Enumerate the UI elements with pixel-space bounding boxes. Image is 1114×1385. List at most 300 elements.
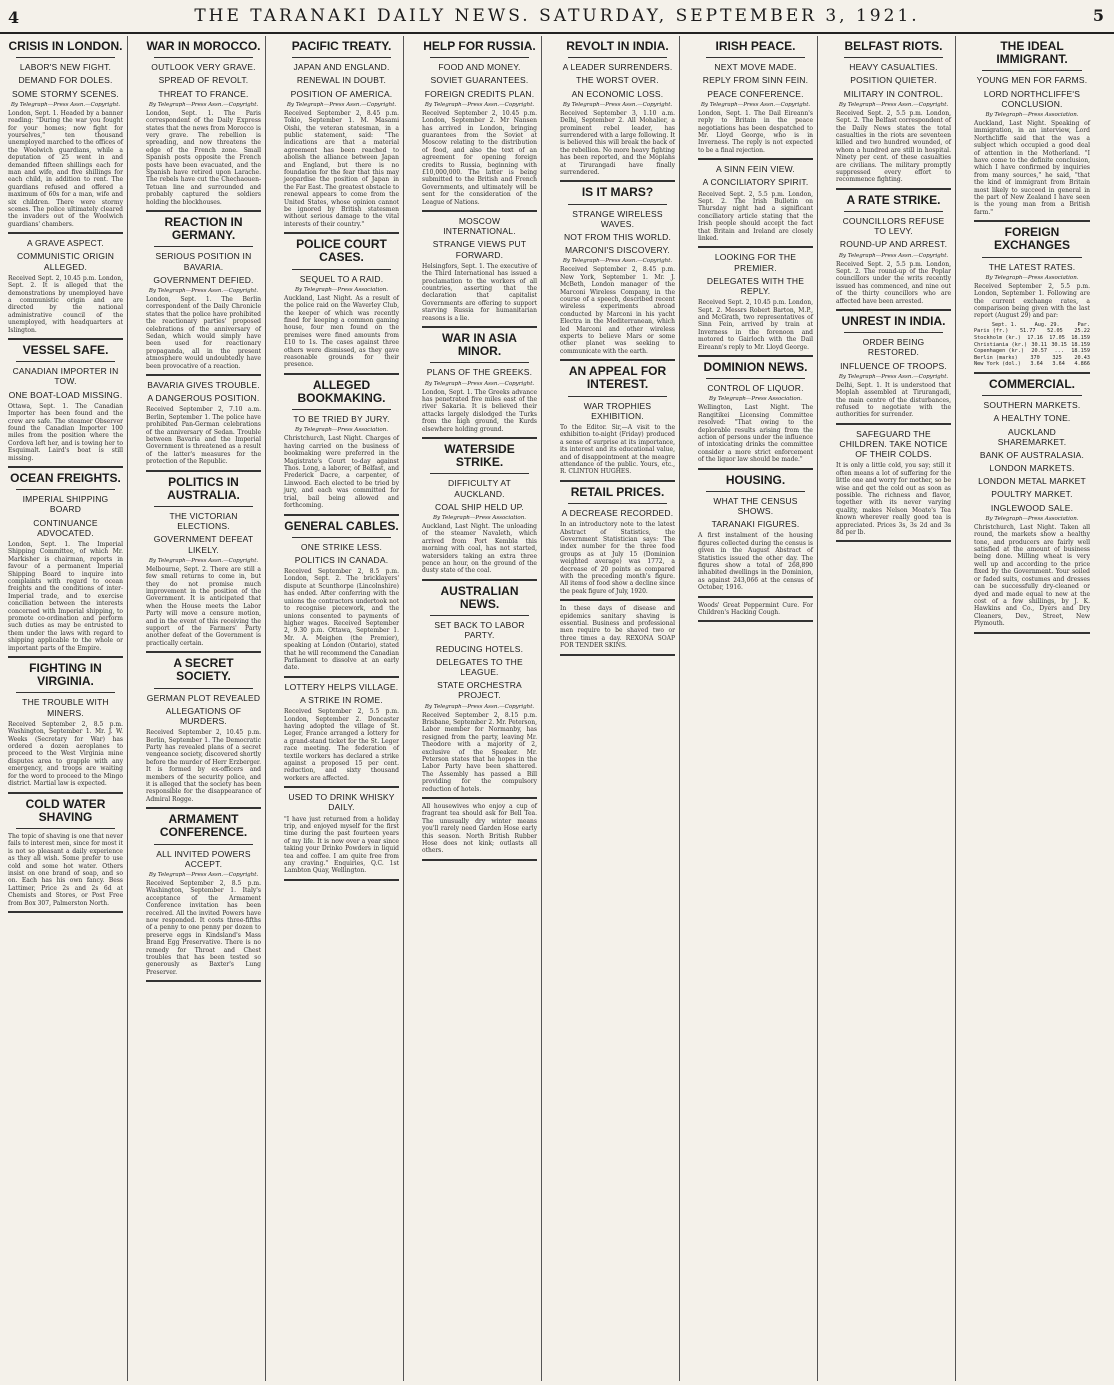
article: [560, 40, 675, 182]
exchange-cell: 17.05: [1049, 335, 1065, 341]
subheading: POSITION OF AMERICA.: [290, 88, 393, 99]
byline: By Telegraph—Press Assn.—Copyright.: [424, 380, 535, 387]
divider: [568, 503, 667, 504]
article-separator: [698, 246, 813, 248]
subheading: SPREAD OF REVOLT.: [158, 75, 249, 86]
subheading: A LEADER SURRENDERS.: [562, 62, 673, 73]
subheading: INGLEWOOD SALE.: [990, 502, 1074, 513]
article-body: Received Sept. 2, 5.5 p.m. London, Sept. 2. The Irish Bulletin on Thursday night had a significant conciliatory article stating that the Irish people should accept the fact that Britain and Ireland are closely linked.: [698, 190, 813, 242]
article-body: Auckland, Last Night. As a result of the police raid on the Waverley Club, the keeper of which was recently fined for keeping a common gaming house, four men found on the premises were fined amounts from £10 to 1s. The cases against three others were dismissed, as they gave reasonable grounds for their presence.: [284, 294, 399, 369]
exchange-cell: 18.159: [1071, 335, 1090, 341]
exchange-cell: 4.866: [1074, 361, 1090, 368]
article-body: Christchurch, Last Night. Taken all round, the markets show a healthy tone, and producers are fairly well satisfied at the amount of business being done. Milling wheat is very well up and according to the price fixed by the Government. Your soiled or faded suits, costumes and dresses can be successfully dry-cleaned or dyed and made equal to new at the cost of a few shillings, by J. K. Hawkins and Co., Dyers and Dry Cleaners, Dev., Street, New Plymouth.: [974, 523, 1090, 628]
subheading: THE LATEST RATES.: [988, 261, 1076, 272]
divider: [706, 378, 805, 379]
divider: [982, 70, 1082, 71]
subheading: COMMUNISTIC ORIGIN ALLEGED.: [16, 251, 115, 272]
article-body: Wellington, Last Night. The Rangitikei Licensing Committee resolved: "That owing to the deplorable results arising from the action of persons under the influence of intoxicating drinks the committee consider a more strict enforcement of the liquor law should be made.": [698, 404, 813, 464]
byline: By Telegraph—Press Association.: [985, 111, 1079, 118]
article: [146, 657, 261, 809]
subheading: TO BE TRIED BY JURY.: [293, 414, 390, 425]
article: [422, 803, 537, 861]
article: [8, 472, 123, 658]
article-separator: [284, 232, 399, 234]
article: [698, 474, 813, 598]
exchange-cell: 30.15: [1051, 341, 1067, 348]
article-separator: [8, 656, 123, 658]
headline: OCEAN FREIGHTS.: [10, 471, 121, 486]
subheading: USED TO DRINK WHISKY DAILY.: [288, 792, 395, 813]
article-separator: [284, 786, 399, 788]
article-body: Received Sept. 2, 5.5 p.m. London, Sept. 2. The Belfast correspondent of the Daily News states the total casualties in the riots are seventeen killed and two hundred wounded, of whom a hundred are still in hospital. Ninety per cent. of these casualties are civilians. The military promptly suppressed every effort to recommence fighting.: [836, 109, 951, 184]
headline: PACIFIC TREATY.: [291, 39, 392, 53]
article: [698, 602, 813, 623]
article-body: Received Sept. 2, 5.5 p.m. London, Sept. 2. The round-up of the Poplar councillors under the writs recently issued has commenced, and nine out of the thirty councillors who are affected have been arrested.: [836, 260, 951, 305]
headline: DOMINION NEWS.: [703, 360, 808, 374]
exchange-cell: 20.43: [1074, 354, 1090, 361]
subheading: THE TROUBLE WITH MINERS.: [22, 697, 109, 718]
subheading: A GRAVE ASPECT.: [26, 238, 104, 249]
headline: IRISH PEACE.: [715, 39, 796, 53]
exchange-cell: 18.159: [1071, 341, 1090, 348]
subheading: POLITICS IN CANADA.: [294, 554, 389, 565]
subheading: REDUCING HOTELS.: [435, 643, 524, 654]
article: [8, 238, 123, 340]
byline: By Telegraph—Press Association.: [709, 396, 802, 403]
subheading: WAR TROPHIES EXHIBITION.: [583, 400, 652, 421]
article: [836, 315, 951, 425]
article: [284, 238, 399, 375]
article-separator: [146, 210, 261, 212]
article-separator: [8, 792, 123, 794]
article-body: Received September 2, 5.5 p.m. London, September 2. Doncaster having adopted the village of St. Leger, France arranged a lottery for a grand-stand ticket for the St. Leger race meeting. The federation of textile workers has declared a strike against a proposed 15 per cent. reduction, and sixty thousand workers are affected.: [284, 708, 399, 782]
subheading: RENEWAL IN DOUBT.: [296, 75, 387, 86]
subheading: A SINN FEIN VIEW.: [716, 164, 795, 175]
divider: [16, 361, 115, 362]
exchange-table: [974, 322, 1090, 368]
column-2: [142, 36, 266, 1381]
article-separator: [836, 540, 951, 542]
article-separator: [422, 210, 537, 212]
subheading: MILITARY IN CONTROL.: [843, 88, 944, 99]
article-body: Received Sept. 2, 10.45 p.m. London, Sept. 2. Messrs Robert Barton, M.P., and McGrath, two representatives of Sinn Fein, arrived by train at Inverness in the forenoon and motored to Gairloch with the Dail Eireann's reply to Mr. Lloyd George.: [698, 299, 813, 351]
article-separator: [974, 632, 1090, 634]
divider: [568, 57, 667, 58]
headline: BELFAST RIOTS.: [844, 39, 943, 53]
divider: [706, 491, 805, 492]
exchange-cell: Copenhagen (kr.): [974, 348, 1024, 355]
page-number-right: 5: [1092, 6, 1104, 25]
exchange-cell: ...: [1054, 348, 1064, 355]
byline: By Telegraph—Press Assn.—Copyright.: [562, 258, 673, 265]
exchange-row: [974, 361, 1090, 368]
article-separator: [974, 372, 1090, 374]
divider: [568, 396, 667, 397]
subheading: NOT FROM THIS WORLD.: [563, 231, 672, 242]
article-body: London, Sept. 1. Headed by a banner reading: "During the war you fought for your homes; now fight for yourselves," ten thousand unemployed marched to the offices of the Woolwich guardians, while a deputation of 25 went in and demanded fifteen shillings each for man and wife, and five shillings for each child, in addition to rent. The guardians refused and offered a maximum of 60s for a man, wife and six children. There were stormy scenes. The police ultimately cleared the invaders out of the Woolwich guardians' chambers.: [8, 109, 123, 228]
article: [8, 344, 123, 468]
column-1: [4, 36, 128, 1381]
article-separator: [560, 180, 675, 182]
byline: By Telegraph—Press Assn.—Copyright.: [562, 101, 673, 108]
article-separator: [422, 437, 537, 439]
divider: [844, 332, 943, 333]
exchange-cell: 25.22: [1074, 328, 1090, 335]
article: [284, 682, 399, 788]
subheading: MARCONI'S DISCOVERY.: [565, 245, 670, 256]
exchange-cell: 18.159: [1071, 348, 1090, 355]
article-body: "I have just returned from a holiday trip, and enjoyed myself for the first time during the past fourteen years of my life. It is now over a year since taking your Drinko Powders in liquid tea and coffee. I am quite free from any craving." Enquiries, Q.C. 1st Lambton Quay, Wellington.: [284, 815, 399, 875]
divider: [982, 257, 1082, 258]
subheading: ALLEGATIONS OF MURDERS.: [165, 705, 242, 726]
divider: [292, 537, 391, 538]
article-body: It is only a little cold, you say; still it often means a lot of suffering for the little one and worry for mother, so be wise and get the cold out as soon as possible. The richness and flavor, together with its never varying quality, makes Nelson Moate's Tea known wherever really good tea is appreciated. Prices 3s, 3s 2d and 3s 8d per lb.: [836, 462, 951, 536]
subheading: REPLY FROM SINN FEIN.: [702, 75, 809, 86]
exchange-cell: 3.64: [1030, 361, 1043, 368]
byline: By Telegraph—Press Assn.—Copyright.: [838, 373, 949, 380]
article: [8, 798, 123, 913]
byline: By Telegraph—Press Assn.—Copyright.: [838, 101, 949, 108]
divider: [16, 57, 115, 58]
article-body: Received September 2, 10.45 p.m. Berlin, September 1. The Democratic Party has revealed plans of a secret vengeance society, discovered shortly before the murder of Herr Erzberger. It is formed by ex-officers and members of the security police, and it is alleged that the society has been responsible for the disappearance of Admiral Rogge.: [146, 729, 261, 803]
headline: IS IT MARS?: [581, 185, 654, 200]
article-body: Received September 2, 8.45 p.m. Tokio, September 1. M. Masami Oishi, the veteran statesman, in a public statement, said: "The indications are that a material agreement has been reached to abolish the alliance between Japan and England, but there is no foundation for the fear that this may jeopardise the position of Japan in the Far East. The greatest obstacle to renewal appears to come from the United States, whose opinion cannot be ignored by British statesmen without serious damage to the vital interests of their country.": [284, 109, 399, 228]
headline: WAR IN ASIA MINOR.: [442, 331, 517, 359]
headline: COMMERCIAL.: [989, 376, 1075, 391]
subheading: GOVERNMENT DEFIED.: [153, 274, 254, 285]
subheading: POSITION QUIETER.: [850, 75, 937, 86]
article-body: Received September 3, 1.10 a.m. Delhi, September 2. All Mohalier, a prominent rebel leader, has surrendered with a large following. It is believed this will break the back of the rebellion. No more heavy fighting has been reported, and the Moplahs at Tirurangadi have finally surrendered.: [560, 109, 675, 176]
exchange-cell: 30.11: [1031, 341, 1048, 348]
divider: [706, 57, 805, 58]
article-body: To the Editor. Sir,—A visit to the exhibition to-night (Friday) produced a sense of surprise at its importance, its interest and its educational value, and of disappointment at the meagre attendance of the public. Yours, etc., R. CLINTON HUGHES.: [560, 423, 675, 476]
article-separator: [284, 676, 399, 678]
subheading: ONE BOAT-LOAD MISSING.: [8, 389, 123, 400]
column-8: [970, 36, 1094, 1381]
exchange-row: [974, 342, 1090, 349]
subheading: AN ECONOMIC LOSS.: [571, 88, 664, 99]
article-body: Received September 2, 8.15 p.m. Brisbane, September 2. Mr. Peterson, Labor member for Normanby, has resigned from the party, leaving Mr. Theodore with a majority of 2, exclusive of the Speaker. Mr. Peterson states that he hopes in the Labor Party have been shattered. The Assembly has passed a Bill providing for the compulsory reduction of hotels.: [422, 711, 537, 793]
article: [974, 40, 1090, 222]
article-separator: [698, 620, 813, 622]
headline: REVOLT IN INDIA.: [566, 39, 669, 53]
exchange-row: [974, 335, 1090, 342]
article-separator: [8, 232, 123, 234]
article-separator: [8, 911, 123, 913]
divider: [568, 204, 667, 205]
byline: By Telegraph—Press Assn.—Copyright.: [148, 287, 259, 294]
subheading: IMPERIAL SHIPPING BOARD: [22, 494, 109, 515]
subheading: INFLUENCE OF TROOPS.: [840, 360, 947, 371]
divider: [154, 246, 253, 247]
article: [560, 365, 675, 482]
byline: By Telegraph—Press Association.: [985, 515, 1079, 522]
column-4: [418, 36, 542, 1381]
subheading: PEACE CONFERENCE.: [707, 88, 804, 99]
byline: By Telegraph—Press Assn.—Copyright.: [286, 101, 397, 108]
subheading: OUTLOOK VERY GRAVE.: [151, 62, 256, 73]
article: [146, 476, 261, 654]
subheading: LONDON MARKETS.: [989, 463, 1075, 474]
divider: [844, 211, 943, 212]
article-separator: [422, 326, 537, 328]
headline: GENERAL CABLES.: [284, 518, 399, 533]
headline: RETAIL PRICES.: [570, 484, 665, 499]
headline: AUSTRALIAN NEWS.: [440, 583, 519, 611]
divider: [154, 688, 253, 689]
article-separator: [146, 807, 261, 809]
headline: UNREST IN INDIA.: [841, 314, 946, 328]
article-body: The topic of shaving is one that never fails to interest men, since for most it is not so pleasant a daily experience as they all wish. Some prefer to use cold and some hot water. Others insist on one brand of soap, and so on. Each has his own fancy. Bess Lattimer, Price 2s and 2s 6d at Chemists and Stores, or Post Free from Box 307, Palmerston North.: [8, 832, 123, 907]
exchange-cell: 325: [1052, 354, 1062, 361]
article: [284, 379, 399, 516]
byline: By Telegraph—Press Association.: [433, 514, 526, 521]
article-separator: [560, 599, 675, 601]
article-separator: [698, 468, 813, 470]
headline: HOUSING.: [725, 472, 786, 487]
article-separator: [284, 514, 399, 516]
headline: ARMAMENT CONFERENCE.: [159, 812, 248, 840]
headline: THE IDEAL IMMIGRANT.: [996, 39, 1068, 67]
article-separator: [974, 220, 1090, 222]
column-3: [280, 36, 404, 1381]
article-body: Ottawa, Sept. 1. The Canadian Importer has been found and the crew are safe. The steamer Observer found the Canadian Importer 100 miles from the position where the Cordova left her, and is towing her to Esquimalt. Laird's boat is still missing.: [8, 402, 123, 462]
subheading: NEXT MOVE MADE.: [714, 62, 797, 73]
subheading: A DECREASE RECORDED.: [561, 508, 674, 518]
subheading: BAVARIA GIVES TROUBLE.: [147, 380, 260, 391]
article: [560, 186, 675, 361]
subheading: SOVIET GUARANTEES.: [430, 75, 529, 86]
article: [698, 40, 813, 160]
article-separator: [422, 579, 537, 581]
exchange-cell: Sept. 1.: [991, 321, 1017, 328]
exchange-row: [974, 328, 1090, 335]
article: [422, 216, 537, 328]
article-body: Auckland, Last Night. Speaking of immigration, in an interview, Lord Northcliffe said that the was a subject which occupied a good deal of attention in the Motherland. "I have come to the definite conclusion, which I have confirmed by inquiries from many sources," he said, "that the kind of immigrant from Britain most likely to succeed in general in the part of New Zealand I have seen is the young man from a British farm.": [974, 119, 1090, 216]
article-body: Received September 2, 8.45 p.m. New York, September 1. Mr. J. McBeth, London manager of the Marconi Wireless Company, in the course of a speech, described recent wireless experiments abroad conducted by Marconi in his yacht Electra in the Mediterranean, which led Marconi and other wireless experts to believe Mars or some other planet was seeking to communicate with the earth.: [560, 266, 675, 355]
article: [560, 486, 675, 601]
subheading: SERIOUS POSITION IN BAVARIA.: [155, 251, 252, 272]
page-number-left: 4: [8, 8, 20, 27]
article-body: London, Sept. 1. The Imperial Shipping Committee, of which Mr. Markisher is chairman, reports in favour of a permanent Imperial Shipping Board to inquire into complaints with regard to ocean freights and the conditions of inter-Imperial trade, and to exercise conciliation between the interests concerned with Imperial shipping, to promote co-ordination and perform such duties as may be entrusted to them under the laws with regard to shipping applicable to the whole or important parts of the Empire.: [8, 541, 123, 652]
exchange-row: [974, 322, 1090, 329]
headline: VESSEL SAFE.: [22, 343, 109, 358]
headline: FOREIGN EXCHANGES: [993, 225, 1070, 253]
exchange-cell: Par.: [1077, 321, 1090, 328]
article: [422, 40, 537, 212]
article-separator: [284, 879, 399, 881]
divider: [430, 362, 529, 363]
exchange-cell: Aug. 29.: [1034, 321, 1060, 328]
article-body: Received September 2, 7.10 a.m. Berlin, September 1. The police have prohibited Pan-German celebrations of the anniversary of Sedan. Trouble between Bavaria and the Imperial Government is threatened as a result of the latter's measures for the protection of the Republic.: [146, 406, 261, 466]
divider: [292, 57, 391, 58]
subheading: DIFFICULTY AT AUCKLAND.: [447, 478, 512, 499]
subheading: CONTROL OF LIQUOR.: [707, 383, 804, 394]
article-body: Woods' Great Peppermint Cure. For Children's Hacking Cough.: [698, 601, 813, 617]
subheading: GERMAN PLOT REVEALED: [146, 692, 261, 703]
article-separator: [8, 338, 123, 340]
article-body: Received September 2, 8.5 p.m. London, Sept. 2. The bricklayers' dispute at Scunthorpe (Lincolnshire) has ended. After conferring with the unions the contractors undertook not to recognise piecework, and the unions consented to payments of higher wages. Received September 2, 9.30 p.m. Ottawa, September 1. Mr. A. Meighen (the Premier), speaking at London (Ontario), stated that he will recommend the Canadian Parliament to dissolve at an early date.: [284, 568, 399, 672]
article-body: In an introductory note to the latest Abstract of Statistics, the Government Statistician says: The index number for the three food groups as at July 15 (Dominion weighted average) was 1772, a decrease of 20 points as compared with the preceding month's figure. All items of food show a decline since the peak figure of July, 1920.: [560, 521, 675, 595]
divider: [292, 269, 391, 270]
article-body: Melbourne, Sept. 2. There are still a few small returns to come in, but they do not promise much improvement in the position of the Government. It is anticipated that when the House meets the Labor Party will move a censure motion, and in the event of this receiving the support of the Farmers' Party another defeat of the Government is practically certain.: [146, 565, 261, 647]
subheading: PLANS OF THE GREEKS.: [426, 367, 533, 378]
article: [284, 520, 399, 678]
subheading: JAPAN AND ENGLAND.: [293, 62, 390, 73]
subheading: CANADIAN IMPORTER IN TOW.: [12, 366, 119, 387]
article: [146, 813, 261, 982]
subheading: STRANGE WIRELESS WAVES.: [572, 208, 663, 229]
subheading: BANK OF AUSTRALASIA.: [979, 449, 1085, 460]
byline: By Telegraph—Press Assn.—Copyright.: [424, 703, 535, 710]
exchange-row: [974, 355, 1090, 362]
article-body: Received Sept. 2, 10.45 p.m. London, Sept. 2. It is alleged that the demonstrations by unemployed have a communistic origin and are directed by the national administrative council of the unemployed, with headquarters at Islington.: [8, 274, 123, 334]
subheading: FOREIGN CREDITS PLAN.: [424, 88, 535, 99]
subheading: YOUNG MEN FOR FARMS.: [976, 75, 1088, 86]
exchange-cell: New York (dol.): [974, 361, 1021, 368]
divider: [430, 57, 529, 58]
subheading: ALL INVITED POWERS ACCEPT.: [156, 848, 251, 869]
byline: By Telegraph—Press Assn.—Copyright.: [10, 101, 121, 108]
subheading: THE VICTORIAN ELECTIONS.: [169, 511, 238, 532]
article-body: In these days of disease and epidemics sanitary shaving is essential. Business and professional men require to be shaved two or three times a day. REXONA SOAP FOR TENDER SKINS.: [560, 605, 675, 650]
article: [560, 605, 675, 655]
subheading: LABOR'S NEW FIGHT.: [19, 62, 112, 73]
byline: By Telegraph—Press Assn.—Copyright.: [424, 101, 535, 108]
exchange-cell: 370: [1030, 354, 1040, 361]
article-separator: [284, 373, 399, 375]
divider: [844, 57, 943, 58]
subheading: THREAT TO FRANCE.: [158, 88, 249, 99]
exchange-cell: Berlin (marks): [974, 354, 1018, 361]
divider: [154, 844, 253, 845]
article: [422, 585, 537, 799]
headline: POLITICS IN AUSTRALIA.: [167, 474, 240, 502]
column-5: [556, 36, 680, 1381]
subheading: STATE ORCHESTRA PROJECT.: [437, 680, 522, 701]
subheading: CONTINUANCE ADVOCATED.: [33, 517, 98, 538]
article: [284, 40, 399, 234]
subheading: DEMAND FOR DOLES.: [18, 75, 113, 86]
subheading: AUCKLAND SHAREMARKET.: [997, 426, 1067, 447]
subheading: WHAT THE CENSUS SHOWS.: [713, 495, 798, 516]
headline: ALLEGED BOOKMAKING.: [297, 377, 386, 406]
byline: By Telegraph—Press Assn.—Copyright.: [700, 101, 811, 108]
article-separator: [698, 596, 813, 598]
article-separator: [836, 423, 951, 425]
headline: WATERSIDE STRIKE.: [444, 442, 515, 470]
article: [698, 361, 813, 470]
subheading: FOOD AND MONEY.: [438, 62, 521, 73]
exchange-row: [974, 348, 1090, 355]
newspaper-title: THE TARANAKI DAILY NEWS. SATURDAY, SEPTEMBER 3, 1921.: [194, 6, 920, 26]
subheading: SEQUEL TO A RAID.: [299, 273, 384, 284]
article-separator: [836, 309, 951, 311]
article-body: Helsingfors, Sept. 1. The executive of the Third International has issued a proclamation to the workers of all countries, asserting that the declaration that capitalist Governments are offering to support starving Russia for humanitarian reasons is a lie.: [422, 262, 537, 322]
subheading: A STRIKE IN ROME.: [300, 694, 383, 705]
exchange-cell: 17.16: [1027, 335, 1043, 341]
article-body: Delhi, Sept. 1. It is understood that Moplah assembled at Tirurangadi, the main centre of the disturbances, refused to negotiate with the authorities for surrender.: [836, 381, 951, 419]
article: [8, 40, 123, 234]
subheading: ORDER BEING RESTORED.: [862, 337, 925, 358]
divider: [292, 409, 391, 410]
subheading: A DANGEROUS POSITION.: [147, 393, 260, 404]
divider: [154, 57, 253, 58]
article-separator: [146, 374, 261, 376]
exchange-cell: Stockholm (kr.): [974, 335, 1021, 341]
byline: By Telegraph—Press Assn.—Copyright.: [148, 557, 259, 564]
article-separator: [836, 188, 951, 190]
divider: [16, 828, 115, 829]
subheading: THE WORST OVER.: [576, 75, 659, 86]
subheading: ROUND-UP AND ARREST.: [839, 239, 948, 250]
headline: REACTION IN GERMANY.: [164, 215, 243, 243]
article: [422, 443, 537, 581]
article-body: London, Sept. 1. The Dail Eireann's reply to Britain in the peace negotiations has been despatched to Mr. Lloyd George, who is in Inverness. The reply is not expected to be a final rejection.: [698, 109, 813, 154]
subheading: STRANGE VIEWS PUT FORWARD.: [432, 239, 527, 260]
article-separator: [560, 359, 675, 361]
column-6: [694, 36, 818, 1381]
subheading: SET BACK TO LABOR PARTY.: [434, 620, 525, 641]
headline: AN APPEAL FOR INTEREST.: [568, 364, 667, 392]
headline: HELP FOR RUSSIA.: [423, 39, 536, 53]
divider: [16, 692, 115, 693]
subheading: A HEALTHY TONE.: [993, 413, 1071, 424]
subheading: ONE STRIKE LESS.: [300, 541, 383, 552]
subheading: TARANAKI FIGURES.: [711, 519, 800, 530]
headline: A SECRET SOCIETY.: [173, 656, 234, 684]
subheading: POULTRY MARKET.: [991, 489, 1073, 500]
exchange-cell: 52.05: [1047, 328, 1063, 335]
article-separator: [422, 797, 537, 799]
subheading: COUNCILLORS REFUSE TO LEVY.: [842, 216, 945, 237]
subheading: SAFEGUARD THE CHILDREN. TAKE NOTICE OF THEIR COLDS.: [839, 428, 948, 460]
divider: [430, 615, 529, 616]
byline: By Telegraph—Press Association.: [985, 274, 1079, 281]
article-separator: [146, 980, 261, 982]
article: [698, 164, 813, 248]
subheading: LOTTERY HELPS VILLAGE.: [284, 681, 399, 692]
article: [974, 378, 1090, 634]
exchange-cell: 20.57: [1031, 348, 1048, 355]
article: [8, 662, 123, 793]
byline: By Telegraph—Press Assn.—Copyright.: [148, 101, 259, 108]
divider: [430, 473, 529, 474]
subheading: SOME STORMY SCENES.: [12, 88, 119, 99]
headline: POLICE COURT CASES.: [296, 237, 387, 265]
subheading: A CONCILIATORY SPIRIT.: [702, 177, 809, 188]
subheading: LONDON METAL MARKET: [978, 476, 1086, 487]
article: [146, 216, 261, 376]
exchange-cell: 51.77: [1019, 328, 1036, 335]
article: [836, 429, 951, 543]
divider: [982, 395, 1082, 396]
subheading: SOUTHERN MARKETS.: [983, 400, 1081, 411]
byline: By Telegraph—Press Association.: [295, 286, 388, 293]
article-body: Received September 2, 8.5 p.m. Washington, September 1. Italy's acceptance of the Armament Conference invitation has been received. All the invited Powers have now responded. It costs three-fifths of a penny to one penny per dozen to preserve eggs in Kindsland's Mass Brand Egg Preservative. There is no remedy for Throat and Chest troubles that has been tested so generously as Baxter's Lung Preserver.: [146, 880, 261, 976]
headline: COLD WATER SHAVING: [25, 796, 106, 824]
article-separator: [698, 158, 813, 160]
headline: A RATE STRIKE.: [846, 192, 941, 207]
article-body: Christchurch, Last Night. Charges of having carried on the business of bookmaking were preferred in the Magistrate's Court to-day against Thos. Long, a laborer, of Belfast, and Frederick Dacre, a carpenter, of Linwood. Each elected to be tried by jury, and each was committed for trial, bail being allowed and forthcoming.: [284, 435, 399, 510]
article-separator: [146, 651, 261, 653]
article: [974, 226, 1090, 374]
article-body: London, Sept. 1. The Berlin correspondent of the Daily Chronicle states that the police have prohibited the reactionary parties' proposed celebrations of the anniversary of Sedan, which would simply have been used for reactionary propaganda, all in the present atmosphere would undoubtedly have been provocative of a reaction.: [146, 295, 261, 370]
article-body: All housewives who enjoy a cup of fragrant tea should ask for Bell Tea. The unusually dry winter means you'll rarely need Garden Hose early this season. North British Rubber Hose does not kink; outlasts all others.: [422, 802, 537, 855]
article-body: Received September 2, 10.45 p.m. London, September 2. Mr Nansen has arrived in London, bringing guarantees from the Soviet at Moscow relating to the distribution of food, and also the text of an agreement for opening foreign credits to Russia, beginning with £10,000,000. The latter is being submitted to the British and French Governments, and ultimately will be sent for the consideration of the League of Nations.: [422, 109, 537, 206]
exchange-cell: Paris (fr.): [974, 328, 1009, 335]
divider: [154, 506, 253, 507]
